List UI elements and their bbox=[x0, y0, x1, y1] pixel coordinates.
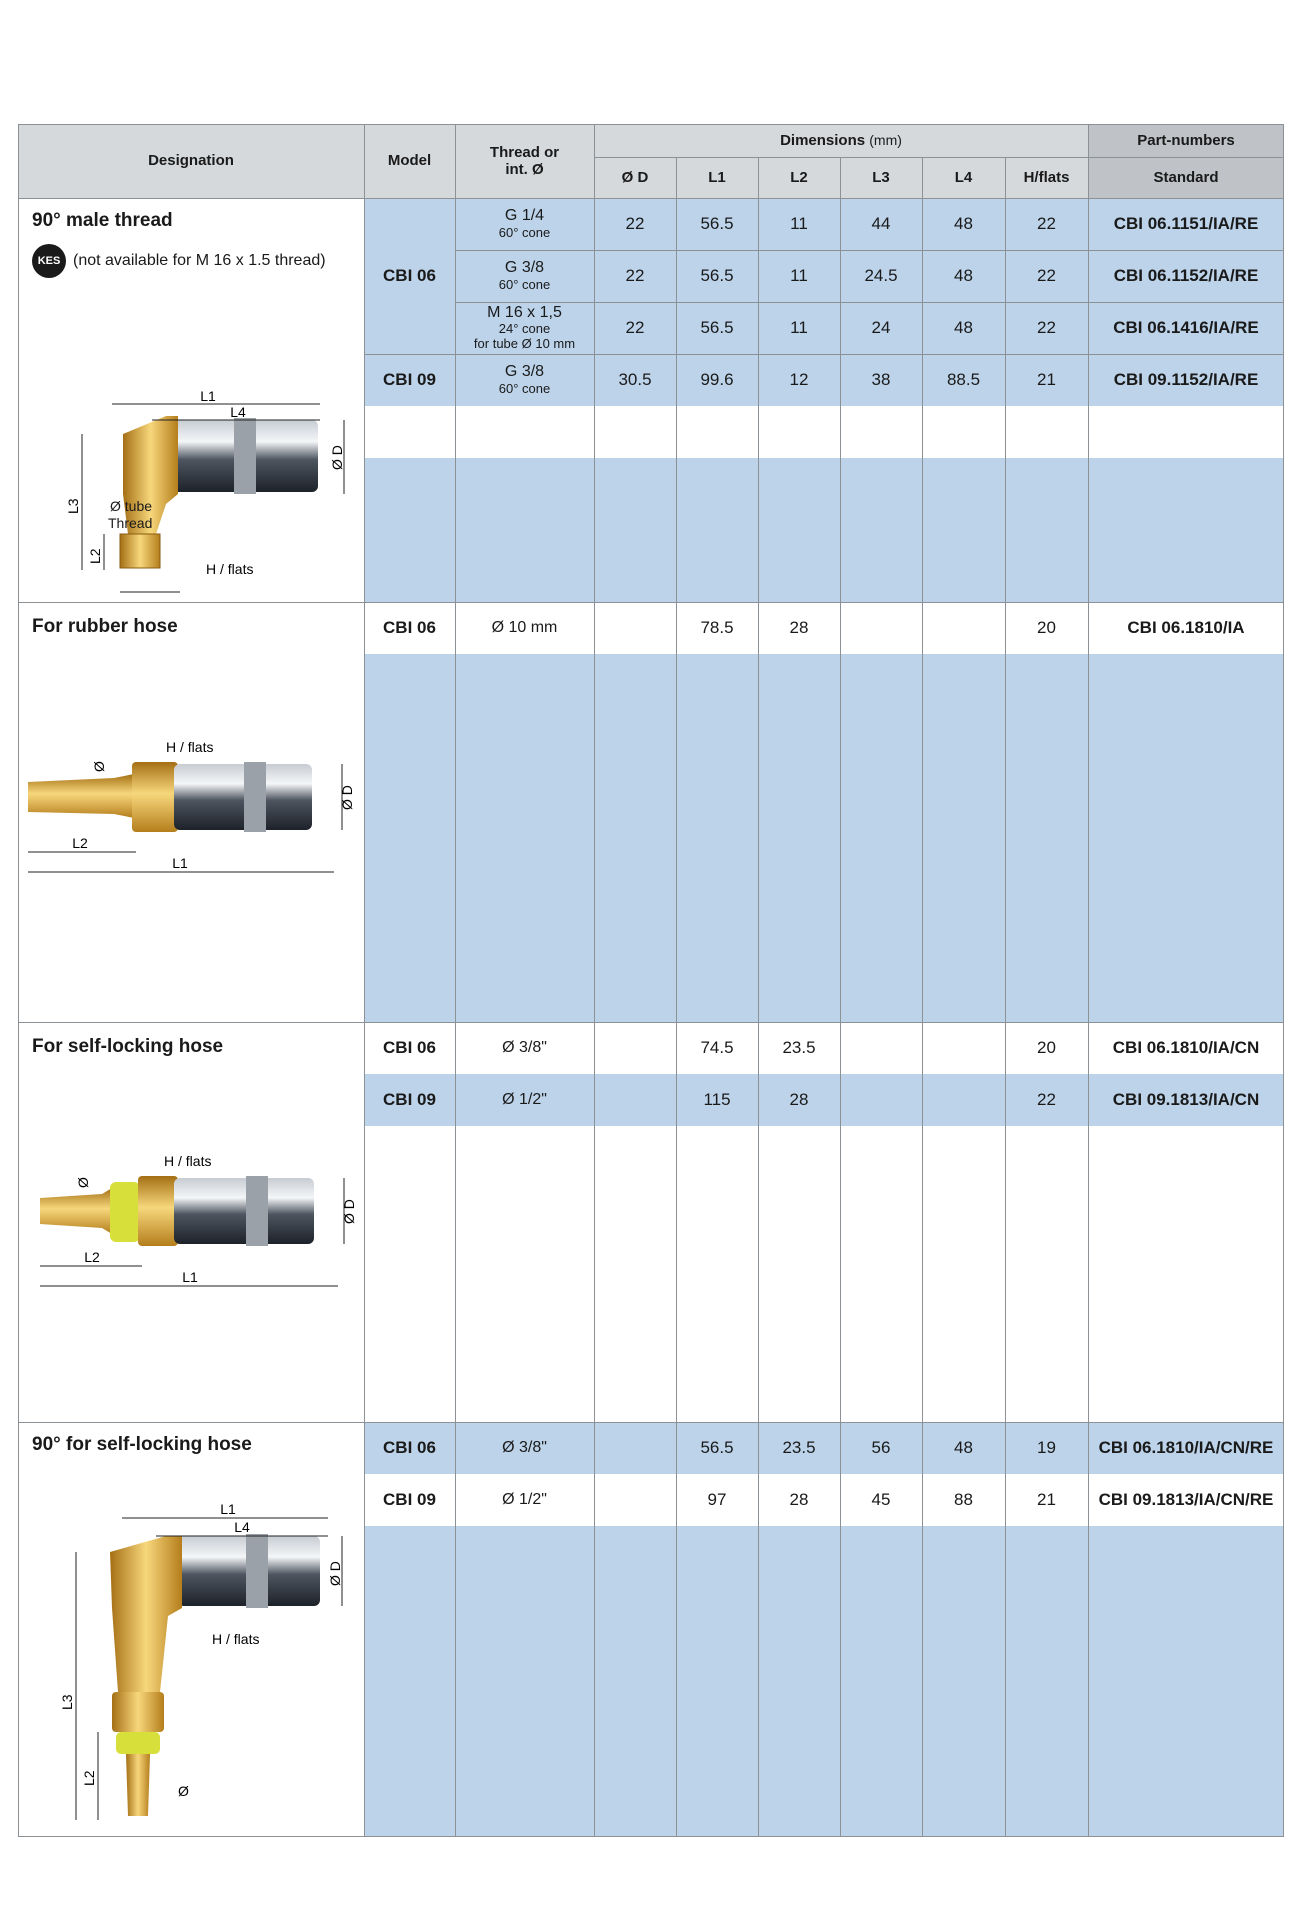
grid-vline bbox=[1005, 157, 1006, 1837]
section-1-title: 90° male thread bbox=[32, 210, 173, 231]
cell-l2-text: 28 bbox=[789, 1090, 809, 1110]
cell-d-text: 22 bbox=[625, 266, 645, 286]
label-h: H / flats bbox=[206, 561, 254, 577]
cell-l3 bbox=[840, 1022, 922, 1074]
cell-part bbox=[1088, 1474, 1284, 1526]
cell-l1-text: 97 bbox=[707, 1490, 727, 1510]
cell-l3-text: 38 bbox=[871, 370, 891, 390]
thread-value: Ø 3/8" bbox=[502, 1438, 547, 1456]
header-col-l2-label: L2 bbox=[790, 168, 808, 186]
cell-l1 bbox=[676, 602, 758, 654]
cell-l1 bbox=[676, 1074, 758, 1126]
cell-l3 bbox=[840, 1074, 922, 1126]
cell-d bbox=[594, 198, 676, 250]
cell-l2-text: 28 bbox=[789, 1490, 809, 1510]
label-d: Ø D bbox=[329, 445, 345, 470]
kes-badge bbox=[32, 244, 66, 278]
cell-model-text: CBI 06 bbox=[383, 1038, 436, 1058]
cell-part bbox=[1088, 1022, 1284, 1074]
section-2-bg bbox=[364, 602, 1284, 1022]
cell-d bbox=[594, 1422, 676, 1474]
cell-l2 bbox=[758, 302, 840, 354]
thread-sub: 60° cone bbox=[498, 380, 551, 396]
cell-l2-text: 28 bbox=[789, 618, 809, 638]
elbow-male-thread-illustration bbox=[48, 294, 358, 594]
cell-l4 bbox=[922, 602, 1005, 654]
cell-part-text: CBI 06.1152/IA/RE bbox=[1113, 266, 1259, 286]
cell-h bbox=[1005, 198, 1088, 250]
label-l2: L2 bbox=[72, 835, 88, 851]
header-col-l4-label: L4 bbox=[954, 168, 973, 186]
cell-model bbox=[364, 602, 455, 654]
header-col-d bbox=[594, 157, 676, 198]
thread-value: Ø 1/2" bbox=[502, 1090, 547, 1108]
cell-l4 bbox=[922, 1422, 1005, 1474]
cell-h bbox=[1005, 302, 1088, 354]
cell-model bbox=[364, 1474, 455, 1526]
knurl-ring bbox=[246, 1176, 268, 1246]
label-l1: L1 bbox=[182, 1269, 198, 1285]
cell-h bbox=[1005, 1422, 1088, 1474]
header-col-l1-label: L1 bbox=[708, 168, 726, 186]
cell-d-text: 30.5 bbox=[618, 370, 652, 390]
cell-h-text: 22 bbox=[1037, 318, 1056, 338]
cell-d bbox=[594, 302, 676, 354]
cell-l2 bbox=[758, 354, 840, 406]
cell-l4 bbox=[922, 354, 1005, 406]
cell-thread bbox=[455, 602, 594, 654]
thread-sub-2: for tube Ø 10 mm bbox=[473, 336, 576, 352]
cell-l2 bbox=[758, 602, 840, 654]
label-thread-html: Thread bbox=[108, 515, 153, 531]
brass-hex bbox=[112, 1692, 164, 1732]
brass-hex bbox=[138, 1176, 178, 1246]
cell-d bbox=[594, 1074, 676, 1126]
cell-l1-text: 74.5 bbox=[700, 1038, 734, 1058]
label-l2: L2 bbox=[84, 1249, 100, 1265]
grid-vline bbox=[1283, 124, 1284, 1837]
cell-part-text: CBI 06.1151/IA/RE bbox=[1113, 214, 1259, 234]
header-col-l2 bbox=[758, 157, 840, 198]
thread-stub bbox=[120, 534, 160, 568]
cell-thread bbox=[455, 1022, 594, 1074]
cell-part bbox=[1088, 302, 1284, 354]
grid-vline bbox=[1088, 124, 1089, 1837]
grid-vline bbox=[922, 157, 923, 1837]
cell-part bbox=[1088, 1422, 1284, 1474]
header-designation bbox=[18, 124, 364, 198]
cell-model bbox=[364, 1074, 455, 1126]
cell-d-text: 22 bbox=[625, 318, 645, 338]
cell-model-text: CBI 06 bbox=[383, 618, 436, 638]
cell-l1-text: 78.5 bbox=[700, 618, 734, 638]
cell-thread bbox=[455, 1474, 594, 1526]
cell-h bbox=[1005, 250, 1088, 302]
label-l2: L2 bbox=[81, 1770, 97, 1786]
thread-sub: 60° cone bbox=[498, 276, 551, 292]
cell-thread bbox=[455, 250, 594, 302]
cell-h bbox=[1005, 354, 1088, 406]
cell-d bbox=[594, 602, 676, 654]
cell-thread bbox=[455, 302, 594, 354]
cell-l2 bbox=[758, 198, 840, 250]
cell-l1 bbox=[676, 198, 758, 250]
cell-part-text: CBI 06.1810/IA/CN/RE bbox=[1098, 1438, 1274, 1458]
cell-d bbox=[594, 1474, 676, 1526]
cell-thread bbox=[455, 354, 594, 406]
cell-d bbox=[594, 1022, 676, 1074]
label-tube-html: Ø tube bbox=[110, 498, 153, 514]
cell-l2-text: 23.5 bbox=[782, 1038, 816, 1058]
label-l3: L3 bbox=[59, 1694, 75, 1710]
cell-l2-text: 23.5 bbox=[782, 1438, 816, 1458]
cell-h-text: 22 bbox=[1037, 1090, 1056, 1110]
label-h: H / flats bbox=[164, 1153, 212, 1169]
cell-l3 bbox=[840, 354, 922, 406]
cell-part-text: CBI 09.1813/IA/CN bbox=[1112, 1090, 1260, 1110]
cell-h-text: 21 bbox=[1037, 370, 1056, 390]
cell-d bbox=[594, 250, 676, 302]
grid-hline bbox=[18, 602, 1284, 603]
label-d: Ø D bbox=[339, 785, 355, 810]
cell-l4-text: 88.5 bbox=[946, 370, 981, 390]
thread-value: Ø 1/2" bbox=[502, 1490, 547, 1508]
label-l4: L4 bbox=[234, 1519, 250, 1535]
knurl-ring bbox=[244, 762, 266, 832]
grid-hline bbox=[18, 198, 1284, 199]
cell-l2 bbox=[758, 1474, 840, 1526]
thread-value: Ø 10 mm bbox=[491, 618, 558, 636]
grid-hline bbox=[18, 1422, 1284, 1423]
cell-h-text: 22 bbox=[1037, 266, 1056, 286]
cell-h bbox=[1005, 1074, 1088, 1126]
cell-l1-text: 56.5 bbox=[700, 318, 734, 338]
cell-l2 bbox=[758, 250, 840, 302]
cell-l4 bbox=[922, 302, 1005, 354]
cell-thread bbox=[455, 1422, 594, 1474]
header-col-l3-label: L3 bbox=[872, 168, 890, 186]
section-1-white-row bbox=[364, 406, 1284, 458]
header-col-l1 bbox=[676, 157, 758, 198]
header-col-l3 bbox=[840, 157, 922, 198]
cell-l1-text: 56.5 bbox=[700, 1438, 734, 1458]
cell-l3 bbox=[840, 302, 922, 354]
thread-value: G 3/8 bbox=[504, 363, 545, 381]
grid-vline bbox=[364, 124, 365, 1837]
cell-model bbox=[364, 198, 455, 250]
header-col-hflats bbox=[1005, 157, 1088, 198]
cell-l1-text: 99.6 bbox=[700, 370, 734, 390]
thread-value: M 16 x 1,5 bbox=[487, 303, 562, 321]
thread-value: G 1/4 bbox=[504, 207, 545, 225]
cell-d-text: 22 bbox=[625, 214, 645, 234]
label-l3: L3 bbox=[65, 498, 81, 514]
grid-hline bbox=[594, 157, 1284, 158]
header-model-label: Model bbox=[387, 152, 432, 170]
cell-h bbox=[1005, 602, 1088, 654]
cell-model bbox=[364, 1022, 455, 1074]
cell-l4-text: 48 bbox=[954, 318, 973, 338]
section-4-title: 90° for self-locking hose bbox=[32, 1434, 252, 1455]
grid-hline bbox=[455, 302, 1284, 303]
label-o: Ø bbox=[91, 761, 107, 772]
brass-hex bbox=[132, 762, 178, 832]
cell-l1 bbox=[676, 250, 758, 302]
cell-l4-text: 48 bbox=[954, 266, 973, 286]
header-thread bbox=[455, 124, 594, 198]
cell-l3-text: 24 bbox=[871, 318, 891, 338]
cell-l4-text: 48 bbox=[954, 214, 973, 234]
thread-value: G 3/8 bbox=[504, 259, 545, 277]
label-h: H / flats bbox=[212, 1631, 260, 1647]
grid-vline bbox=[18, 124, 19, 1837]
elbow-self-locking-illustration bbox=[42, 1496, 362, 1831]
cell-part-text: CBI 09.1813/IA/CN/RE bbox=[1098, 1490, 1274, 1510]
cell-l1 bbox=[676, 1474, 758, 1526]
grid-vline bbox=[676, 157, 677, 1837]
cell-l3 bbox=[840, 1422, 922, 1474]
yellow-collar bbox=[110, 1182, 140, 1242]
cell-l1-text: 56.5 bbox=[700, 266, 734, 286]
cell-l3 bbox=[840, 250, 922, 302]
cell-h-text: 21 bbox=[1037, 1490, 1056, 1510]
thread-sub: 24° cone bbox=[498, 321, 551, 337]
hose-barb bbox=[126, 1754, 150, 1816]
label-l1: L1 bbox=[172, 855, 188, 871]
knurl-ring bbox=[234, 418, 256, 494]
cell-model-text: CBI 09 bbox=[383, 370, 436, 390]
cell-part-text: CBI 06.1810/IA/CN bbox=[1112, 1038, 1260, 1058]
grid-hline bbox=[18, 1836, 1284, 1837]
cell-l3-text: 45 bbox=[871, 1490, 891, 1510]
header-part-numbers-label: Part-numbers bbox=[1137, 131, 1235, 149]
chrome-body bbox=[174, 1178, 314, 1244]
cell-l2-text: 11 bbox=[790, 214, 808, 234]
cell-l1 bbox=[676, 1422, 758, 1474]
rubber-hose-illustration bbox=[24, 734, 364, 884]
grid-vline bbox=[840, 157, 841, 1837]
cell-l4-text: 88 bbox=[954, 1490, 973, 1510]
section-1-note: (not available for M 16 x 1.5 thread) bbox=[73, 252, 326, 269]
knurl-ring bbox=[246, 1534, 268, 1608]
cell-l1-text: 115 bbox=[703, 1090, 731, 1110]
cell-l2 bbox=[758, 1074, 840, 1126]
cell-h-text: 19 bbox=[1037, 1438, 1056, 1458]
header-model bbox=[364, 124, 455, 198]
header-standard bbox=[1088, 157, 1284, 198]
grid-hline bbox=[364, 354, 1284, 355]
cell-l4 bbox=[922, 198, 1005, 250]
chrome-body bbox=[174, 764, 312, 830]
cell-part bbox=[1088, 198, 1284, 250]
cell-l1 bbox=[676, 354, 758, 406]
grid-hline bbox=[18, 124, 1284, 125]
cell-part-text: CBI 06.1416/IA/RE bbox=[1113, 318, 1259, 338]
header-part-numbers bbox=[1088, 124, 1284, 157]
cell-l2 bbox=[758, 1022, 840, 1074]
cell-part bbox=[1088, 1074, 1284, 1126]
grid-vline bbox=[594, 124, 595, 1837]
cell-l3-text: 44 bbox=[871, 214, 891, 234]
thread-sub: 60° cone bbox=[498, 224, 551, 240]
header-standard-label: Standard bbox=[1153, 168, 1219, 186]
cell-l1 bbox=[676, 1022, 758, 1074]
label-l1: L1 bbox=[220, 1501, 236, 1517]
cell-model-text: CBI 06 bbox=[383, 266, 436, 286]
cell-l2-text: 11 bbox=[790, 266, 808, 286]
header-designation-label: Designation bbox=[148, 152, 234, 170]
cell-d bbox=[594, 354, 676, 406]
header-dimensions bbox=[594, 124, 1088, 157]
cell-h bbox=[1005, 1474, 1088, 1526]
cell-h-text: 22 bbox=[1037, 214, 1056, 234]
thread-value: Ø 3/8" bbox=[502, 1038, 547, 1056]
cell-l4 bbox=[922, 250, 1005, 302]
cell-l2 bbox=[758, 1422, 840, 1474]
cell-part bbox=[1088, 602, 1284, 654]
cell-l1 bbox=[676, 302, 758, 354]
cell-model-text: CBI 09 bbox=[383, 1490, 436, 1510]
cell-part-text: CBI 09.1152/IA/RE bbox=[1113, 370, 1259, 390]
section-2-title: For rubber hose bbox=[32, 616, 178, 637]
hose-barb bbox=[40, 1188, 112, 1234]
yellow-collar bbox=[116, 1732, 160, 1754]
label-l2: L2 bbox=[87, 548, 103, 564]
cell-part-text: CBI 06.1810/IA bbox=[1127, 618, 1245, 638]
cell-part bbox=[1088, 354, 1284, 406]
grid-vline bbox=[455, 124, 456, 1837]
cell-l3-text: 24.5 bbox=[864, 266, 898, 286]
cell-h-text: 20 bbox=[1037, 1038, 1056, 1058]
cell-thread bbox=[455, 1074, 594, 1126]
header-dimensions-label: Dimensions bbox=[780, 131, 866, 149]
cell-model bbox=[364, 302, 455, 354]
self-locking-hose-illustration bbox=[32, 1148, 362, 1298]
label-l1: L1 bbox=[200, 388, 216, 404]
cell-l2-text: 11 bbox=[790, 318, 808, 338]
brass-elbow bbox=[110, 1536, 182, 1692]
grid-hline bbox=[18, 1022, 1284, 1023]
header-col-d-label: Ø D bbox=[621, 168, 649, 186]
cell-l3 bbox=[840, 602, 922, 654]
cell-l3 bbox=[840, 1474, 922, 1526]
cell-h-text: 20 bbox=[1037, 618, 1056, 638]
cell-part bbox=[1088, 250, 1284, 302]
label-l4: L4 bbox=[230, 404, 246, 420]
cell-thread bbox=[455, 198, 594, 250]
cell-l4-text: 48 bbox=[954, 1438, 973, 1458]
parts-table bbox=[18, 124, 1284, 1837]
cell-model bbox=[364, 354, 455, 406]
header-thread-label: Thread or int. Ø bbox=[489, 143, 560, 178]
section-3-title: For self-locking hose bbox=[32, 1036, 224, 1057]
label-h: H / flats bbox=[166, 739, 214, 755]
cell-l1-text: 56.5 bbox=[700, 214, 734, 234]
grid-vline bbox=[758, 157, 759, 1837]
label-d: Ø D bbox=[327, 1561, 343, 1586]
cell-model bbox=[364, 1422, 455, 1474]
cell-l3-text: 56 bbox=[871, 1438, 891, 1458]
cell-l2-text: 12 bbox=[789, 370, 809, 390]
hose-barb bbox=[28, 774, 134, 818]
cell-l4 bbox=[922, 1022, 1005, 1074]
header-col-hflats-label: H/flats bbox=[1023, 168, 1070, 186]
cell-l4 bbox=[922, 1474, 1005, 1526]
cell-h bbox=[1005, 1022, 1088, 1074]
cell-l3 bbox=[840, 198, 922, 250]
cell-model bbox=[364, 250, 455, 302]
cell-l4 bbox=[922, 1074, 1005, 1126]
cell-model-text: CBI 06 bbox=[383, 1438, 436, 1458]
header-dimensions-unit: (mm) bbox=[869, 132, 902, 149]
label-o: Ø bbox=[178, 1783, 189, 1799]
grid-hline bbox=[455, 250, 1284, 251]
label-d: Ø D bbox=[341, 1199, 357, 1224]
cell-model-text: CBI 09 bbox=[383, 1090, 436, 1110]
header-col-l4 bbox=[922, 157, 1005, 198]
kes-badge-label: KES bbox=[37, 255, 61, 267]
label-o: Ø bbox=[75, 1177, 91, 1188]
